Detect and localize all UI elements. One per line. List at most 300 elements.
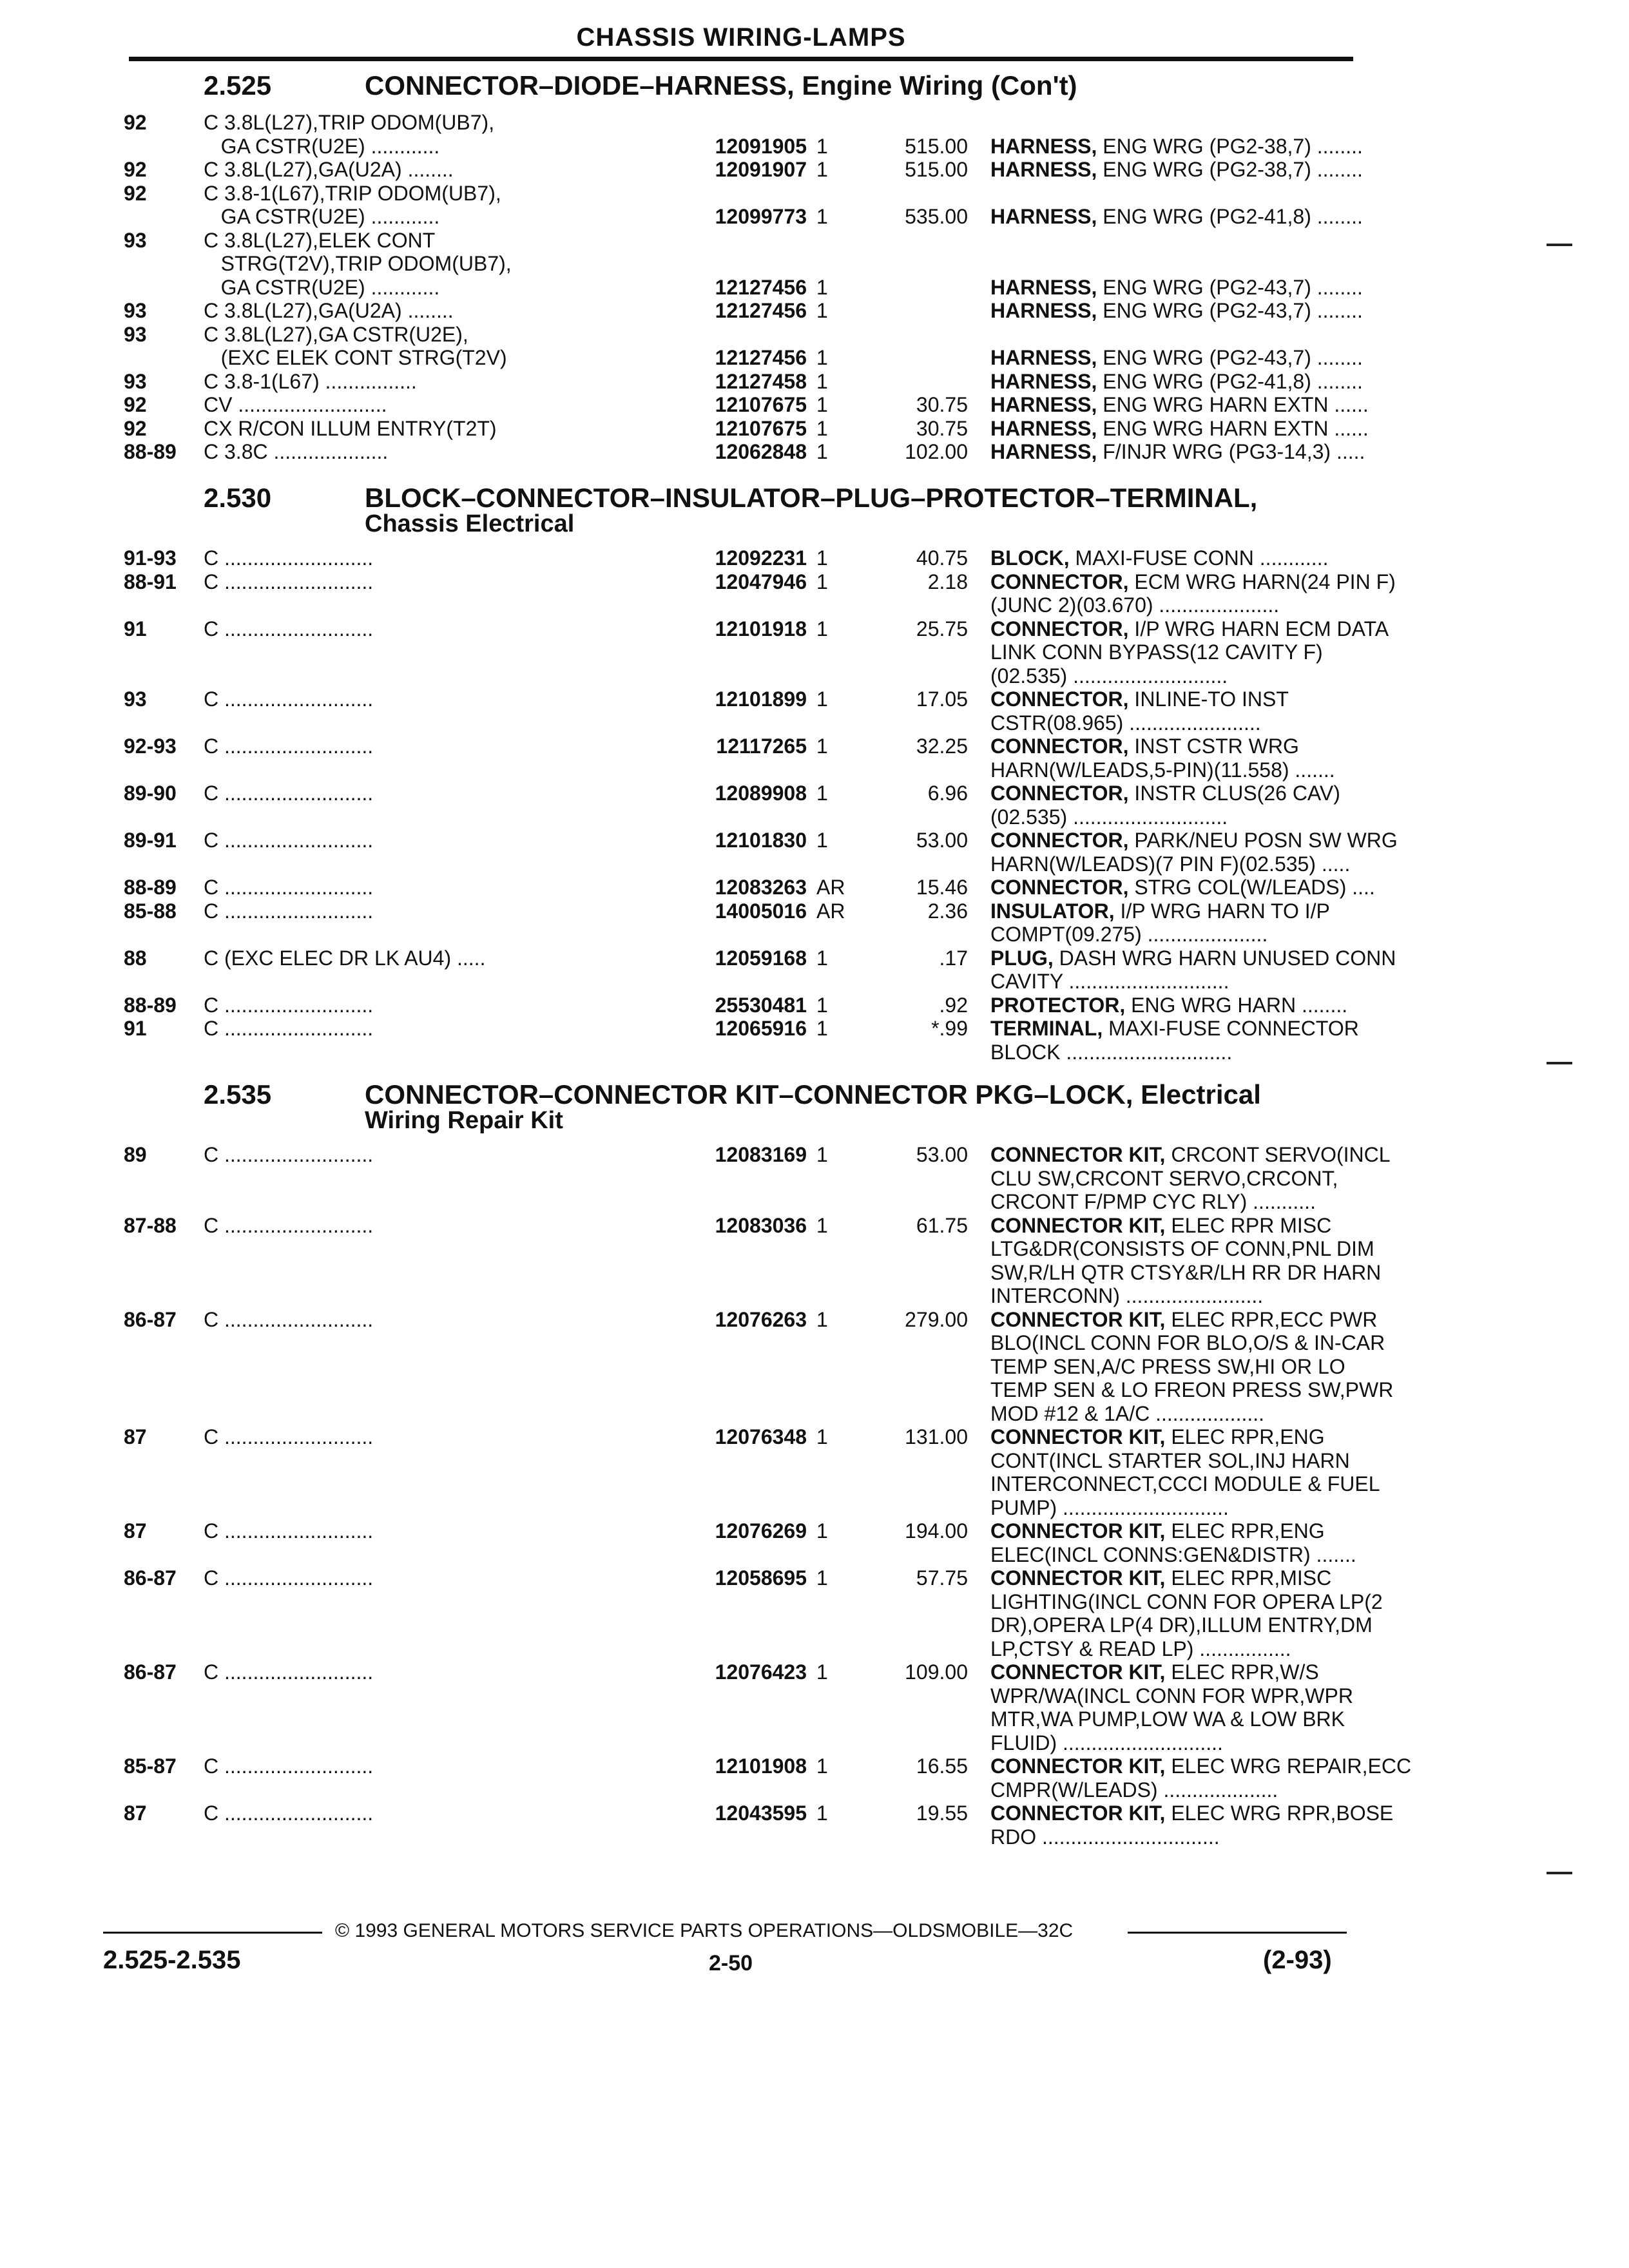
part-name-detail: STRG COL(W/LEADS) .... [1128, 876, 1375, 899]
part-name-detail: CSTR(08.965) ....................... [990, 711, 1261, 735]
part-name [990, 947, 1480, 970]
model-years: 86-87 [124, 1566, 177, 1590]
part-name-detail: INST CSTR WRG [1128, 735, 1299, 758]
part-name [990, 570, 1480, 594]
model-years: 92 [124, 181, 147, 205]
part-name-keyword: HARNESS, [990, 440, 1097, 463]
part-name-detail: ENG WRG (PG2-43,7) ........ [1097, 299, 1363, 322]
application-description: C .......................... [204, 1143, 374, 1166]
price: 32.25 [916, 735, 968, 758]
part-name-keyword: HARNESS, [990, 346, 1097, 369]
part-name [990, 1637, 1480, 1661]
part-name-keyword: CONNECTOR, [990, 570, 1129, 593]
part-number: 12047946 [715, 570, 807, 593]
footer-page-number: 2-50 [709, 1951, 753, 1975]
part-name [990, 1590, 1480, 1614]
price: 194.00 [905, 1519, 968, 1542]
section-number: 2.535 [204, 1079, 272, 1110]
model-years: 85-87 [124, 1754, 177, 1778]
application-description: C 3.8L(L27),GA(U2A) ........ [204, 158, 454, 181]
part-name-detail: ELEC RPR,ENG [1165, 1519, 1325, 1542]
part-name-keyword: INSULATOR, [990, 899, 1115, 923]
model-years: 93 [124, 369, 147, 393]
application-description: (EXC ELEK CONT STRG(T2V) [204, 346, 507, 369]
quantity: 1 [816, 993, 828, 1017]
quantity: 1 [816, 1213, 828, 1237]
part-name [990, 1519, 1480, 1543]
part-name-detail: LINK CONN BYPASS(12 CAVITY F) [990, 640, 1323, 664]
application-description: C .......................... [204, 1213, 374, 1237]
part-name-detail: ELEC RPR,W/S [1165, 1660, 1319, 1684]
part-name-detail: ENG WRG HARN EXTN ...... [1097, 393, 1369, 416]
model-years: 93 [124, 228, 147, 252]
part-name-detail: DASH WRG HARN UNUSED CONN [1053, 946, 1396, 970]
footer-rule-right [1128, 1932, 1347, 1934]
part-name [990, 1143, 1480, 1167]
part-name [990, 205, 1480, 229]
part-number: 12043595 [715, 1802, 807, 1825]
part-name-detail: ENG WRG (PG2-43,7) ........ [1097, 346, 1363, 369]
part-name-detail: (02.535) ........................... [990, 664, 1228, 687]
part-number: 12076263 [715, 1307, 807, 1331]
part-name [990, 899, 1480, 923]
part-name-keyword: CONNECTOR, [990, 687, 1129, 711]
model-years: 89-91 [124, 829, 177, 852]
part-name-detail: SW,R/LH QTR CTSY&R/LH RR DR HARN [990, 1260, 1382, 1284]
part-number: 12099773 [715, 205, 807, 228]
application-description: C .......................... [204, 1017, 374, 1040]
quantity: 1 [816, 369, 828, 393]
quantity: 1 [816, 687, 828, 711]
part-name-detail: CMPR(W/LEADS) .................... [990, 1778, 1278, 1802]
part-name-detail: RDO ............................... [990, 1825, 1220, 1849]
part-name-detail: CAVITY ............................ [990, 970, 1229, 993]
part-name-keyword: HARNESS, [990, 416, 1097, 440]
part-name [990, 1825, 1480, 1849]
part-name-detail: ELEC RPR MISC [1165, 1213, 1332, 1237]
price: 25.75 [916, 617, 968, 640]
part-name [990, 1355, 1480, 1379]
application-description: C .......................... [204, 1307, 374, 1331]
margin-mark [1547, 1062, 1572, 1064]
part-name [990, 1308, 1480, 1332]
part-name [990, 1214, 1480, 1238]
part-name-detail: DR),OPERA LP(4 DR),ILLUM ENTRY,DM [990, 1613, 1373, 1637]
part-name-detail: I/P WRG HARN ECM DATA [1128, 617, 1389, 640]
part-name-keyword: PLUG, [990, 946, 1054, 970]
price: 515.00 [905, 158, 968, 181]
quantity: 1 [816, 440, 828, 463]
part-name [990, 1261, 1480, 1285]
part-name [990, 1331, 1480, 1355]
application-description: C .......................... [204, 687, 374, 711]
part-name-keyword: CONNECTOR KIT, [990, 1566, 1166, 1590]
model-years: 88-89 [124, 993, 177, 1017]
part-name [990, 1425, 1480, 1449]
part-name-detail: ENG WRG (PG2-41,8) ........ [1097, 205, 1363, 228]
part-name-keyword: TERMINAL, [990, 1017, 1103, 1040]
part-name [990, 1496, 1480, 1520]
model-years: 86-87 [124, 1660, 177, 1684]
part-name-detail: LIGHTING(INCL CONN FOR OPERA LP(2 [990, 1590, 1383, 1613]
model-years: 93 [124, 322, 147, 346]
part-number: 12107675 [715, 416, 807, 440]
application-description: C 3.8C .................... [204, 440, 389, 463]
section-number: 2.525 [204, 70, 272, 101]
part-name [990, 1778, 1480, 1802]
application-description: C 3.8L(L27),GA(U2A) ........ [204, 299, 454, 322]
price: 30.75 [916, 393, 968, 416]
part-name [990, 1190, 1480, 1214]
model-years: 92 [124, 416, 147, 440]
application-description: GA CSTR(U2E) ............ [204, 134, 440, 158]
part-name-detail: (02.535) ........................... [990, 805, 1228, 829]
quantity: 1 [816, 1519, 828, 1542]
model-years: 92 [124, 158, 147, 181]
part-name-detail: I/P WRG HARN TO I/P [1114, 899, 1330, 923]
model-years: 91 [124, 1017, 147, 1040]
margin-mark [1547, 244, 1572, 246]
part-number: 12062848 [715, 440, 807, 463]
footer-rule-left [103, 1932, 322, 1934]
part-name-detail: MAXI-FUSE CONN ............ [1069, 546, 1329, 570]
part-name-detail: ELEC WRG RPR,BOSE [1165, 1802, 1394, 1825]
part-name-detail: ENG WRG (PG2-38,7) ........ [1097, 158, 1363, 181]
part-name-detail: ELEC RPR,ENG [1165, 1425, 1325, 1448]
part-name-detail: ENG WRG (PG2-43,7) ........ [1097, 275, 1363, 299]
application-description: C .......................... [204, 1660, 374, 1684]
part-name [990, 346, 1480, 370]
part-name-detail: CLU SW,CRCONT SERVO,CRCONT, [990, 1166, 1338, 1190]
part-name-detail: CRCONT F/PMP CYC RLY) ........... [990, 1190, 1316, 1213]
part-name [990, 440, 1480, 464]
application-description: C .......................... [204, 1425, 374, 1448]
part-name [990, 1754, 1480, 1778]
price: 30.75 [916, 416, 968, 440]
price: 109.00 [905, 1660, 968, 1684]
part-name-detail: HARN(W/LEADS,5-PIN)(11.558) ....... [990, 758, 1335, 782]
application-description: C .......................... [204, 899, 374, 923]
part-name-detail: MTR,WA PUMP,LOW WA & LOW BRK [990, 1707, 1345, 1731]
model-years: 88-89 [124, 876, 177, 899]
part-name [990, 158, 1480, 182]
application-description: C .......................... [204, 1519, 374, 1542]
part-name-keyword: CONNECTOR KIT, [990, 1425, 1166, 1448]
part-name-keyword: HARNESS, [990, 158, 1097, 181]
part-name [990, 735, 1480, 758]
part-name-detail: (JUNC 2)(03.670) ..................... [990, 593, 1280, 617]
part-name [990, 994, 1480, 1017]
price: 102.00 [905, 440, 968, 463]
quantity: 1 [816, 134, 828, 158]
part-name-detail: ELEC WRG REPAIR,ECC [1165, 1754, 1412, 1778]
part-name-keyword: CONNECTOR KIT, [990, 1754, 1166, 1778]
model-years: 93 [124, 299, 147, 322]
quantity: 1 [816, 570, 828, 593]
part-name-detail: ECM WRG HARN(24 PIN F) [1128, 570, 1396, 593]
section-heading [204, 72, 1364, 99]
part-name-detail: ELEC RPR,MISC [1165, 1566, 1332, 1590]
price: 19.55 [916, 1802, 968, 1825]
application-description: C 3.8L(L27),ELEK CONT [204, 228, 436, 252]
part-name [990, 1041, 1480, 1064]
part-name [990, 617, 1480, 641]
part-name-detail: TEMP SEN,A/C PRESS SW,HI OR LO [990, 1354, 1345, 1378]
model-years: 85-88 [124, 899, 177, 923]
part-name [990, 640, 1480, 664]
part-name [990, 370, 1480, 394]
part-name [990, 1472, 1480, 1496]
quantity: 1 [816, 735, 828, 758]
part-name-keyword: CONNECTOR KIT, [990, 1143, 1166, 1166]
price: 17.05 [916, 687, 968, 711]
part-name [990, 758, 1480, 782]
application-description: C 3.8L(L27),TRIP ODOM(UB7), [204, 111, 495, 134]
application-description: GA CSTR(U2E) ............ [204, 275, 440, 299]
part-name [990, 805, 1480, 829]
part-name [990, 1802, 1480, 1825]
part-name-detail: ELEC(INCL CONNS:GEN&DISTR) ....... [990, 1542, 1356, 1566]
part-number: 12076269 [715, 1519, 807, 1542]
application-description: C .......................... [204, 546, 374, 570]
application-description: C (EXC ELEC DR LK AU4) ..... [204, 946, 486, 970]
part-name [990, 276, 1480, 300]
part-number: 12127458 [715, 369, 807, 393]
application-description: C 3.8L(L27),GA CSTR(U2E), [204, 322, 468, 346]
part-name-keyword: CONNECTOR, [990, 829, 1129, 852]
part-name [990, 1707, 1480, 1731]
part-name-keyword: CONNECTOR, [990, 735, 1129, 758]
part-name-detail: ELEC RPR,ECC PWR [1165, 1307, 1378, 1331]
part-name-detail: F/INJR WRG (PG3-14,3) ..... [1097, 440, 1365, 463]
quantity: 1 [816, 346, 828, 369]
part-number: 12117265 [716, 735, 807, 758]
quantity: AR [816, 876, 845, 899]
part-name-keyword: BLOCK, [990, 546, 1070, 570]
part-number: 12127456 [715, 346, 807, 369]
application-description: C .......................... [204, 876, 374, 899]
price: 53.00 [916, 1143, 968, 1166]
price: 16.55 [916, 1754, 968, 1778]
part-name-keyword: HARNESS, [990, 275, 1097, 299]
quantity: 1 [816, 1802, 828, 1825]
application-description: C 3.8-1(L67),TRIP ODOM(UB7), [204, 181, 501, 205]
part-name-detail: ENG WRG (PG2-41,8) ........ [1097, 369, 1363, 393]
price: 57.75 [916, 1566, 968, 1590]
quantity: 1 [816, 1307, 828, 1331]
part-name [990, 970, 1480, 994]
part-name-detail: LTG&DR(CONSISTS OF CONN,PNL DIM [990, 1237, 1374, 1260]
price: 515.00 [905, 134, 968, 158]
part-name [990, 1017, 1480, 1041]
footer-section-range: 2.525-2.535 [103, 1946, 241, 1974]
price: 40.75 [916, 546, 968, 570]
part-name-detail: INTERCONN) ........................ [990, 1284, 1264, 1307]
part-name [990, 829, 1480, 852]
price: 535.00 [905, 205, 968, 228]
quantity: 1 [816, 1425, 828, 1448]
part-name [990, 664, 1480, 688]
part-name [990, 1167, 1480, 1191]
quantity: 1 [816, 946, 828, 970]
part-number: 12076423 [715, 1660, 807, 1684]
part-name-detail: PUMP) ............................. [990, 1495, 1229, 1519]
part-number: 12101830 [715, 829, 807, 852]
part-name-detail: MAXI-FUSE CONNECTOR [1103, 1017, 1359, 1040]
part-name [990, 1284, 1480, 1308]
application-description: C .......................... [204, 993, 374, 1017]
section-subtitle: Wiring Repair Kit [365, 1107, 563, 1134]
application-description: C .......................... [204, 735, 374, 758]
application-description: GA CSTR(U2E) ............ [204, 205, 440, 228]
part-number: 12076348 [715, 1425, 807, 1448]
part-name-detail: INTERCONNECT,CCCI MODULE & FUEL [990, 1472, 1380, 1495]
quantity: 1 [816, 1017, 828, 1040]
part-name-detail: BLO(INCL CONN FOR BLO,O/S & IN-CAR [990, 1331, 1385, 1354]
price: *.99 [931, 1017, 968, 1040]
part-name-keyword: HARNESS, [990, 134, 1097, 158]
part-name [990, 1660, 1480, 1684]
part-name-keyword: PROTECTOR, [990, 993, 1126, 1017]
part-name [990, 299, 1480, 323]
section-heading [204, 1081, 1364, 1133]
part-name [990, 546, 1480, 570]
application-description: CX R/CON ILLUM ENTRY(T2T) [204, 416, 497, 440]
part-name-detail: WPR/WA(INCL CONN FOR WPR,WPR [990, 1684, 1353, 1707]
price: .92 [939, 993, 968, 1017]
quantity: 1 [816, 1566, 828, 1590]
part-name-detail: LP,CTSY & READ LP) ................ [990, 1637, 1291, 1660]
part-number: 12083169 [715, 1143, 807, 1166]
section-number: 2.530 [204, 483, 272, 513]
footer-date-code: (2-93) [1263, 1946, 1332, 1974]
model-years: 87 [124, 1425, 147, 1448]
quantity: 1 [816, 617, 828, 640]
part-number: 12058695 [715, 1566, 807, 1590]
part-name [990, 782, 1480, 805]
model-years: 91-93 [124, 546, 177, 570]
part-name-detail: CRCONT SERVO(INCL [1165, 1143, 1391, 1166]
application-description: C .......................... [204, 617, 374, 640]
quantity: 1 [816, 393, 828, 416]
quantity: 1 [816, 829, 828, 852]
quantity: 1 [816, 1143, 828, 1166]
page-title: CHASSIS WIRING-LAMPS [576, 23, 906, 52]
price: 2.18 [927, 570, 968, 593]
application-description: STRG(T2V),TRIP ODOM(UB7), [204, 252, 512, 275]
part-name-keyword: CONNECTOR KIT, [990, 1660, 1166, 1684]
quantity: 1 [816, 158, 828, 181]
part-number: 25530481 [715, 993, 807, 1017]
part-name-keyword: HARNESS, [990, 369, 1097, 393]
price: 15.46 [916, 876, 968, 899]
part-name-detail: INSTR CLUS(26 CAV) [1128, 782, 1340, 805]
part-number: 12059168 [715, 946, 807, 970]
part-name-keyword: HARNESS, [990, 393, 1097, 416]
application-description: C .......................... [204, 1802, 374, 1825]
price: 61.75 [916, 1213, 968, 1237]
part-name [990, 1449, 1480, 1473]
quantity: 1 [816, 299, 828, 322]
header-rule [129, 57, 1353, 61]
part-name-keyword: HARNESS, [990, 205, 1097, 228]
model-years: 86-87 [124, 1307, 177, 1331]
quantity: 1 [816, 416, 828, 440]
model-years: 87-88 [124, 1213, 177, 1237]
application-description: C .......................... [204, 570, 374, 593]
price: 131.00 [905, 1425, 968, 1448]
quantity: AR [816, 899, 845, 923]
part-name [990, 1684, 1480, 1708]
part-name [990, 417, 1480, 441]
price: 2.36 [927, 899, 968, 923]
model-years: 89 [124, 1143, 147, 1166]
section-heading [204, 485, 1364, 536]
section-title: CONNECTOR–CONNECTOR KIT–CONNECTOR PKG–LOCK, Electrical [365, 1079, 1261, 1110]
quantity: 1 [816, 205, 828, 228]
application-description: C .......................... [204, 782, 374, 805]
quantity: 1 [816, 546, 828, 570]
part-name [990, 711, 1480, 735]
part-name-keyword: CONNECTOR, [990, 617, 1129, 640]
part-number: 14005016 [715, 899, 807, 923]
price: .17 [939, 946, 968, 970]
application-description: C .......................... [204, 829, 374, 852]
part-name-detail: PARK/NEU POSN SW WRG [1128, 829, 1398, 852]
model-years: 92 [124, 111, 147, 134]
part-number: 12127456 [715, 299, 807, 322]
application-description: C .......................... [204, 1566, 374, 1590]
part-name-keyword: CONNECTOR KIT, [990, 1307, 1166, 1331]
part-number: 12107675 [715, 393, 807, 416]
part-number: 12065916 [715, 1017, 807, 1040]
margin-mark [1547, 1872, 1572, 1874]
section-subtitle: Chassis Electrical [365, 510, 575, 537]
model-years: 92-93 [124, 735, 177, 758]
part-name-detail: COMPT(09.275) ..................... [990, 923, 1268, 946]
quantity: 1 [816, 275, 828, 299]
part-name [990, 393, 1480, 417]
part-name [990, 1543, 1480, 1567]
price: 279.00 [905, 1307, 968, 1331]
part-name-keyword: CONNECTOR, [990, 782, 1129, 805]
price: 6.96 [927, 782, 968, 805]
model-years: 89-90 [124, 782, 177, 805]
part-name [990, 1613, 1480, 1637]
part-number: 12083036 [715, 1213, 807, 1237]
part-number: 12091905 [715, 134, 807, 158]
quantity: 1 [816, 782, 828, 805]
part-name [990, 1402, 1480, 1426]
part-name-detail: CONT(INCL STARTER SOL,INJ HARN [990, 1448, 1350, 1472]
part-number: 12091907 [715, 158, 807, 181]
price: 53.00 [916, 829, 968, 852]
part-name-detail: MOD #12 & 1A/C ................... [990, 1401, 1265, 1425]
part-name-detail: FLUID) ............................ [990, 1731, 1223, 1754]
part-name [990, 923, 1480, 947]
model-years: 91 [124, 617, 147, 640]
part-name-detail: INLINE-TO INST [1128, 687, 1289, 711]
model-years: 87 [124, 1519, 147, 1542]
part-name-detail: TEMP SEN & LO FREON PRESS SW,PWR [990, 1378, 1394, 1401]
model-years: 92 [124, 393, 147, 416]
part-name-keyword: HARNESS, [990, 299, 1097, 322]
part-number: 12089908 [715, 782, 807, 805]
copyright-notice: © 1993 GENERAL MOTORS SERVICE PARTS OPERATIONS—OLDSMOBILE—32C [335, 1920, 1074, 1941]
section-title: BLOCK–CONNECTOR–INSULATOR–PLUG–PROTECTOR–TERMINAL, [365, 483, 1258, 513]
model-years: 88 [124, 946, 147, 970]
part-name [990, 1237, 1480, 1261]
